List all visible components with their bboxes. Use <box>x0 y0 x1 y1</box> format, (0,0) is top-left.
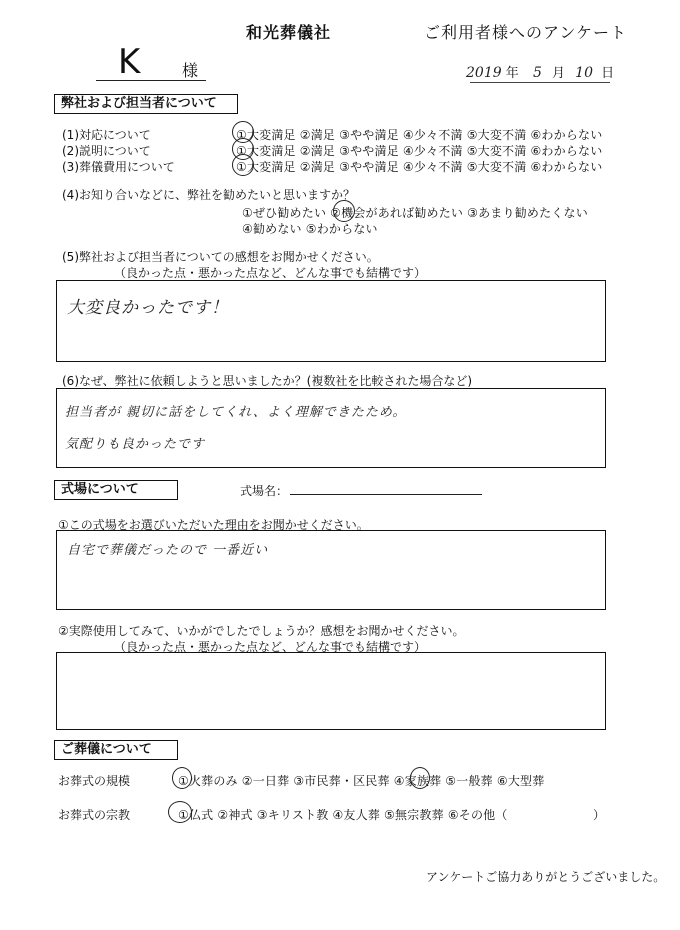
funeral-scale-options[interactable]: ①火葬のみ ②一日葬 ③市民葬・区民葬 ④家族葬 ⑤一般葬 ⑥大型葬 <box>178 774 545 788</box>
date-month-label: 月 <box>552 66 566 81</box>
funeral-scale-circle-1 <box>172 767 192 789</box>
date-year-label: 年 <box>505 66 519 81</box>
company-name: 和光葬儀社 <box>246 23 332 42</box>
date-year-value: 2019 <box>466 65 502 81</box>
venue-label: 式場名： <box>240 484 289 498</box>
funeral-religion-circle <box>168 801 192 823</box>
customer-name-line <box>96 80 206 81</box>
venue-q1-answer-text: 自宅で葬儀だったので 一番近い <box>67 543 269 558</box>
q5-note: （良かった点・悪かった点など、どんな事でも結構です） <box>114 266 427 280</box>
survey-date <box>466 62 614 81</box>
q3-options[interactable]: ①大変満足 ②満足 ③やや満足 ④少々不満 ⑤大変不満 ⑥わからない <box>236 160 603 174</box>
funeral-religion-label: お葬式の宗教 <box>58 808 131 822</box>
q4-label: (4)お知り合いなどに、弊社を勧めたいと思いますか？ <box>62 188 356 202</box>
section-heading-venue: 式場について <box>54 480 178 500</box>
customer-honorific: 様 <box>182 61 199 80</box>
venue-q1-answer-box[interactable] <box>56 530 606 610</box>
q4-options-line2[interactable]: ④勧めない ⑤わからない <box>242 222 378 236</box>
q4-selected-circle <box>333 200 355 222</box>
q6-label: (6)なぜ、弊社に依頼しようと思いましたか？(複数社を比較された場合など) <box>62 374 473 388</box>
q3-selected-circle <box>232 154 254 176</box>
q5-answer-text: 大変良かったです！ <box>67 298 229 318</box>
q1-options[interactable]: ①大変満足 ②満足 ③やや満足 ④少々不満 ⑤大変不満 ⑥わからない <box>236 128 603 142</box>
survey-title: ご利用者様へのアンケート <box>424 23 628 42</box>
date-day-value: 10 <box>575 65 593 81</box>
section-heading-company: 弊社および担当者について <box>54 94 238 114</box>
venue-q1-label: ①この式場をお選びいただいた理由をお聞かせください。 <box>58 518 369 532</box>
q3-label: (3)葬儀費用について <box>62 160 175 174</box>
venue-underline <box>290 494 482 495</box>
funeral-scale-circle-4 <box>410 767 430 789</box>
section-heading-funeral: ご葬儀について <box>54 740 178 760</box>
thanks-message: アンケートご協力ありがとうございました。 <box>426 870 666 884</box>
funeral-religion-options[interactable]: ①仏式 ②神式 ③キリスト教 ④友人葬 ⑤無宗教葬 ⑥その他（ ） <box>178 808 606 822</box>
date-month-value: 5 <box>532 65 542 81</box>
q2-options[interactable]: ①大変満足 ②満足 ③やや満足 ④少々不満 ⑤大変不満 ⑥わからない <box>236 144 603 158</box>
funeral-scale-label: お葬式の規模 <box>58 774 131 788</box>
venue-q2-label: ②実際使用してみて、いかがでしたでしょうか？感想をお聞かせください。 <box>58 624 465 638</box>
q1-label: (1)対応について <box>62 128 151 142</box>
venue-q2-note: （良かった点・悪かった点など、どんな事でも結構です） <box>114 640 427 654</box>
q6-answer-box[interactable] <box>56 388 606 468</box>
q5-answer-box[interactable] <box>56 280 606 362</box>
customer-initial: K <box>118 42 141 82</box>
q6-answer-line2: 気配りも良かったです <box>65 437 206 452</box>
q6-answer-line1: 担当者が 親切に話をしてくれ、よく理解できたため。 <box>65 405 407 420</box>
q4-options-line1[interactable]: ①ぜひ勧めたい ②機会があれば勧めたい ③あまり勧めたくない <box>242 206 588 220</box>
date-underline <box>470 82 610 83</box>
date-day-label: 日 <box>601 66 615 81</box>
q2-label: (2)説明について <box>62 144 151 158</box>
q5-label: (5)弊社および担当者についての感想をお聞かせください。 <box>62 250 379 264</box>
venue-q2-answer-box[interactable] <box>56 652 606 730</box>
